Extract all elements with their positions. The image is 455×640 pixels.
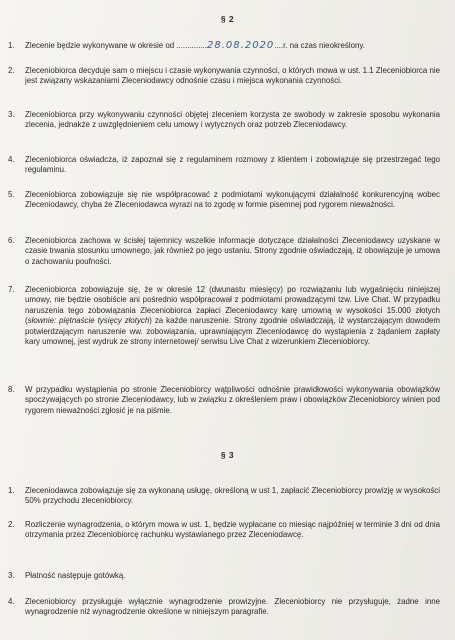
item-number: 7. <box>8 285 15 294</box>
fill-dots: .... <box>274 41 284 50</box>
section-2-item-4 <box>8 155 440 176</box>
item-text-start: Zlecenie będzie wykonywane w okresie od <box>25 41 177 50</box>
item-text: Zleceniobiorca zachowa w ścisłej tajemnicy wszelkie informacje dotyczące działalności Zleceniodawcy uzyskane w czasie trwania stosunku umownego, jak również po jego ustaniu. Strony zgodnie oświadczają, iż obowiązuje je umowa o zachowaniu poufności. <box>25 236 440 266</box>
item-text: Płatność następuje gotówką. <box>25 571 126 580</box>
item-number: 4. <box>8 155 15 164</box>
section-3-title: § 3 <box>220 450 235 460</box>
item-text: Zleceniobiorca oświadcza, iż zapoznał się z regulaminem rozmowy z klientem i zobowiązuje się przestrzegać tego regulaminu. <box>25 155 440 175</box>
section-3-item-4 <box>8 597 440 618</box>
item-text: Zleceniobiorca przy wykonywaniu czynności objętej zleceniem korzysta ze swobody w zakresie sposobu wykonania zlecenia, jednakże z uwzględnieniem celu umowy i wytycznych oraz potrzeb Zleceniodawcy. <box>25 110 440 130</box>
section-2-item-6 <box>8 236 440 267</box>
fill-dots: .............. <box>176 41 208 50</box>
item-number: 8. <box>8 385 15 394</box>
item-text <box>25 41 440 51</box>
item-number: 3. <box>8 110 15 119</box>
item-number: 6. <box>8 236 15 245</box>
item-text: Zleceniodawca zobowiązuje się za wykonaną usługę, określoną w ust 1, zapłacić Zleceniobiorcy prowizję w wysokości 50% przychodu zleceniobiorcy. <box>25 486 440 506</box>
section-2-item-3 <box>8 110 440 131</box>
item-text: Zleceniobiorca zobowiązuje się nie współpracować z podmiotami wykonującymi działalność konkurencyjną wobec Zleceniodawcy, chyba że Zleceniodawca wyrazi na to zgodę w formie pisemnej pod rygorem nieważności. <box>25 190 440 210</box>
item-number: 5. <box>8 190 15 199</box>
item-text-italic: słownie: piętnaście tysięcy złotych <box>27 316 150 326</box>
item-text: W przypadku wystąpienia po stronie Zleceniobiorcy wątpliwości odnośnie prawidłowości wykonywania obowiązków spoczywających po stronie Zleceniodawcy, lub w związku z określeniem praw i obowiązków Zleceniobiorcy winien pod rygorem nieważności zgłosić je na piśmie. <box>25 385 440 415</box>
item-text-end: ) za każde naruszenie. Strony zgodnie oświadczają, iż wystarczającym dowodem potwierdzającym naruszenie ww. zobowiązania, uprawniającym Zleceniodawcę do wystąpienia z żądaniem zapłaty kary umownej, jest wydruk ze strony internetowej/ serwisu Live Chat z wizerunkiem Zleceniobiorcy. <box>25 316 440 347</box>
item-number: 1. <box>8 41 15 50</box>
section-2-title: § 2 <box>220 14 235 24</box>
item-number: 1. <box>8 486 15 495</box>
item-text: Zleceniobiorcy przysługuje wyłącznie wynagrodzenie prowizyjne. Zleceniobiorcy nie przysługuje, żadne inne wynagrodzenie niż wynagrodzenie określone w niniejszym paragrafie. <box>25 597 440 617</box>
item-number: 2. <box>8 66 15 75</box>
item-number: 3. <box>8 571 15 580</box>
item-number: 2. <box>8 520 15 529</box>
item-text: Zleceniobiorca decyduje sam o miejscu i czasie wykonywania czynności, o których mowa w ust. 1.1 Zleceniobiorca nie jest związany wskazaniami Zleceniodawcy odnośnie czasu i miejsca wykonania czynności. <box>25 66 440 86</box>
section-2-item-2 <box>8 66 440 87</box>
item-text-start: Zleceniobiorca zobowiązuje się, że w okresie 12 (dwunastu miesięcy) po rozwiązaniu lub wygaśnięciu niniejszej umowy, nie będzie osobiście ani pośrednio współpracował z podmiotami prowadzącymi tzw. Live Chat. W przypadku naruszenia tego zobowiązania Zleceniobiorca zapłaci Zleceniodawcy karę umowną w wysokości 15.000 złotych ( <box>25 285 440 326</box>
item-number: 4. <box>8 597 15 606</box>
section-2-item-1 <box>8 41 440 51</box>
section-3-item-2 <box>8 520 440 541</box>
section-2-item-7 <box>8 285 440 347</box>
item-text <box>25 285 440 347</box>
section-3-item-3 <box>8 571 440 581</box>
handwritten-date: 28.08.2020 <box>207 40 275 51</box>
section-3-item-1 <box>8 486 440 507</box>
item-text-end: r. na czas nieokreślony. <box>283 41 365 50</box>
section-2-item-5 <box>8 190 440 211</box>
section-2-item-8 <box>8 385 440 416</box>
item-text: Rozliczenie wynagrodzenia, o którym mowa w ust. 1, będzie wypłacane co miesiąc najpóźniej w terminie 3 dni od dnia otrzymania przez Zleceniobiorcę rachunku wystawianego przez Zleceniodawcę. <box>25 520 440 540</box>
